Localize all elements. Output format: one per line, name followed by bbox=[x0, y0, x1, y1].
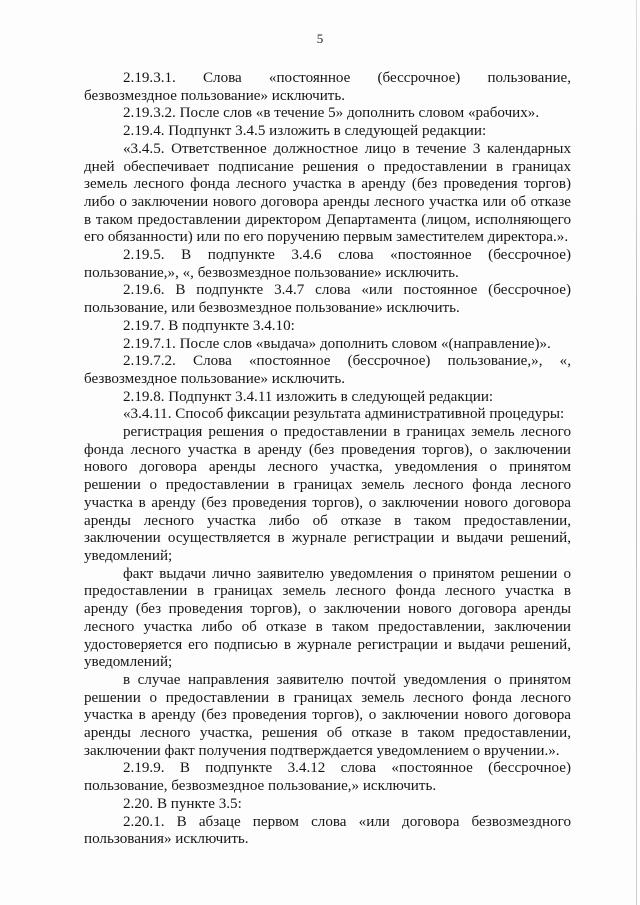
paragraph-2-19-7-2: 2.19.7.2. Слова «постоянное (бессрочное) пользование,», «, безвозмездное пользование» исключить. bbox=[84, 353, 571, 387]
paragraph-2-19-9: 2.19.9. В подпункте 3.4.12 слова «постоянное (бессрочное) пользование, безвозмездное пользование,» исключить. bbox=[84, 760, 571, 795]
paragraph-2-19-7-1: 2.19.7.1. После слов «выдача» дополнить словом «(направление)». bbox=[123, 335, 551, 352]
paragraph-2-19-8: 2.19.8. Подпункт 3.4.11 изложить в следующей редакции: bbox=[123, 388, 494, 405]
paragraph-2-19-4: 2.19.4. Подпункт 3.4.5 изложить в следующей редакции: bbox=[123, 123, 487, 140]
paragraph-3-4-11-heading: «3.4.11. Способ фиксации результата административной процедуры: bbox=[123, 406, 565, 423]
scan-edge-shadow bbox=[636, 0, 637, 905]
paragraph-2-19-7: 2.19.7. В подпункте 3.4.10: bbox=[123, 317, 295, 334]
document-body bbox=[84, 70, 571, 849]
paragraph-2-20-1: 2.20.1. В абзаце первом слова «или договора безвозмездного пользования» исключить. bbox=[84, 813, 571, 848]
paragraph-2-19-5: 2.19.5. В подпункте 3.4.6 слова «постоянное (бессрочное) пользование,», «, безвозмездное пользование» исключить. bbox=[84, 247, 571, 281]
paragraph-personal-delivery: факт выдачи лично заявителю уведомления о принятом решении о предоставлении в границах земель лесного фонда лесного участка в аренду (без проведения торгов), о заключении нового договора аренды лесного участка либо об отказе в таком предоставлении, заключении удостоверяется его подписью в журнале регистрации и выдачи решений, уведомлений; bbox=[84, 565, 571, 671]
paragraph-2-19-3-2: 2.19.3.2. После слов «в течение 5» дополнить словом «рабочих». bbox=[123, 105, 540, 122]
page-number: 5 bbox=[316, 31, 324, 46]
paragraph-2-19-6: 2.19.6. В подпункте 3.4.7 слова «или постоянное (бессрочное) пользование, или безвозмездное пользование» исключить. bbox=[84, 282, 571, 317]
paragraph-postal-delivery: в случае направления заявителю почтой уведомления о принятом решении о предоставлении в границах земель лесного фонда лесного участка в аренду (без проведения торгов), о заключении нового договора аренды лесного участка, решения об отказе в таком предоставлении, заключении факт получения подтверждается уведомлением о вручении.». bbox=[84, 671, 571, 759]
paragraph-registration: регистрация решения о предоставлении в границах земель лесного фонда лесного участка в аренду (без проведения торгов), о заключении нового договора аренды лесного участка, уведомления о принятом решении о предоставлении в границах земель лесного фонда лесного участка в аренду (без проведения торгов), о заключении нового договора аренды лесного участка либо об отказе в таком предоставлении, заключении осуществляется в журнале регистрации и выдачи решений, уведомлений; bbox=[84, 424, 571, 564]
paragraph-2-19-3-1: 2.19.3.1. Слова «постоянное (бессрочное) пользование, безвозмездное пользование» исключить. bbox=[84, 70, 571, 104]
paragraph-2-20: 2.20. В пункте 3.5: bbox=[123, 795, 242, 812]
paragraph-3-4-5-text: «3.4.5. Ответственное должностное лицо в течение 3 календарных дней обеспечивает подписание решения о предоставлении в границах земель лесного фонда лесного участка в аренду (без проведения торгов) либо о заключении нового договора аренды лесного участка или об отказе в таком предоставлении директором Департамента (лицом, исполняющего его обязанности) или по его поручению первым заместителем директора.». bbox=[84, 140, 571, 246]
